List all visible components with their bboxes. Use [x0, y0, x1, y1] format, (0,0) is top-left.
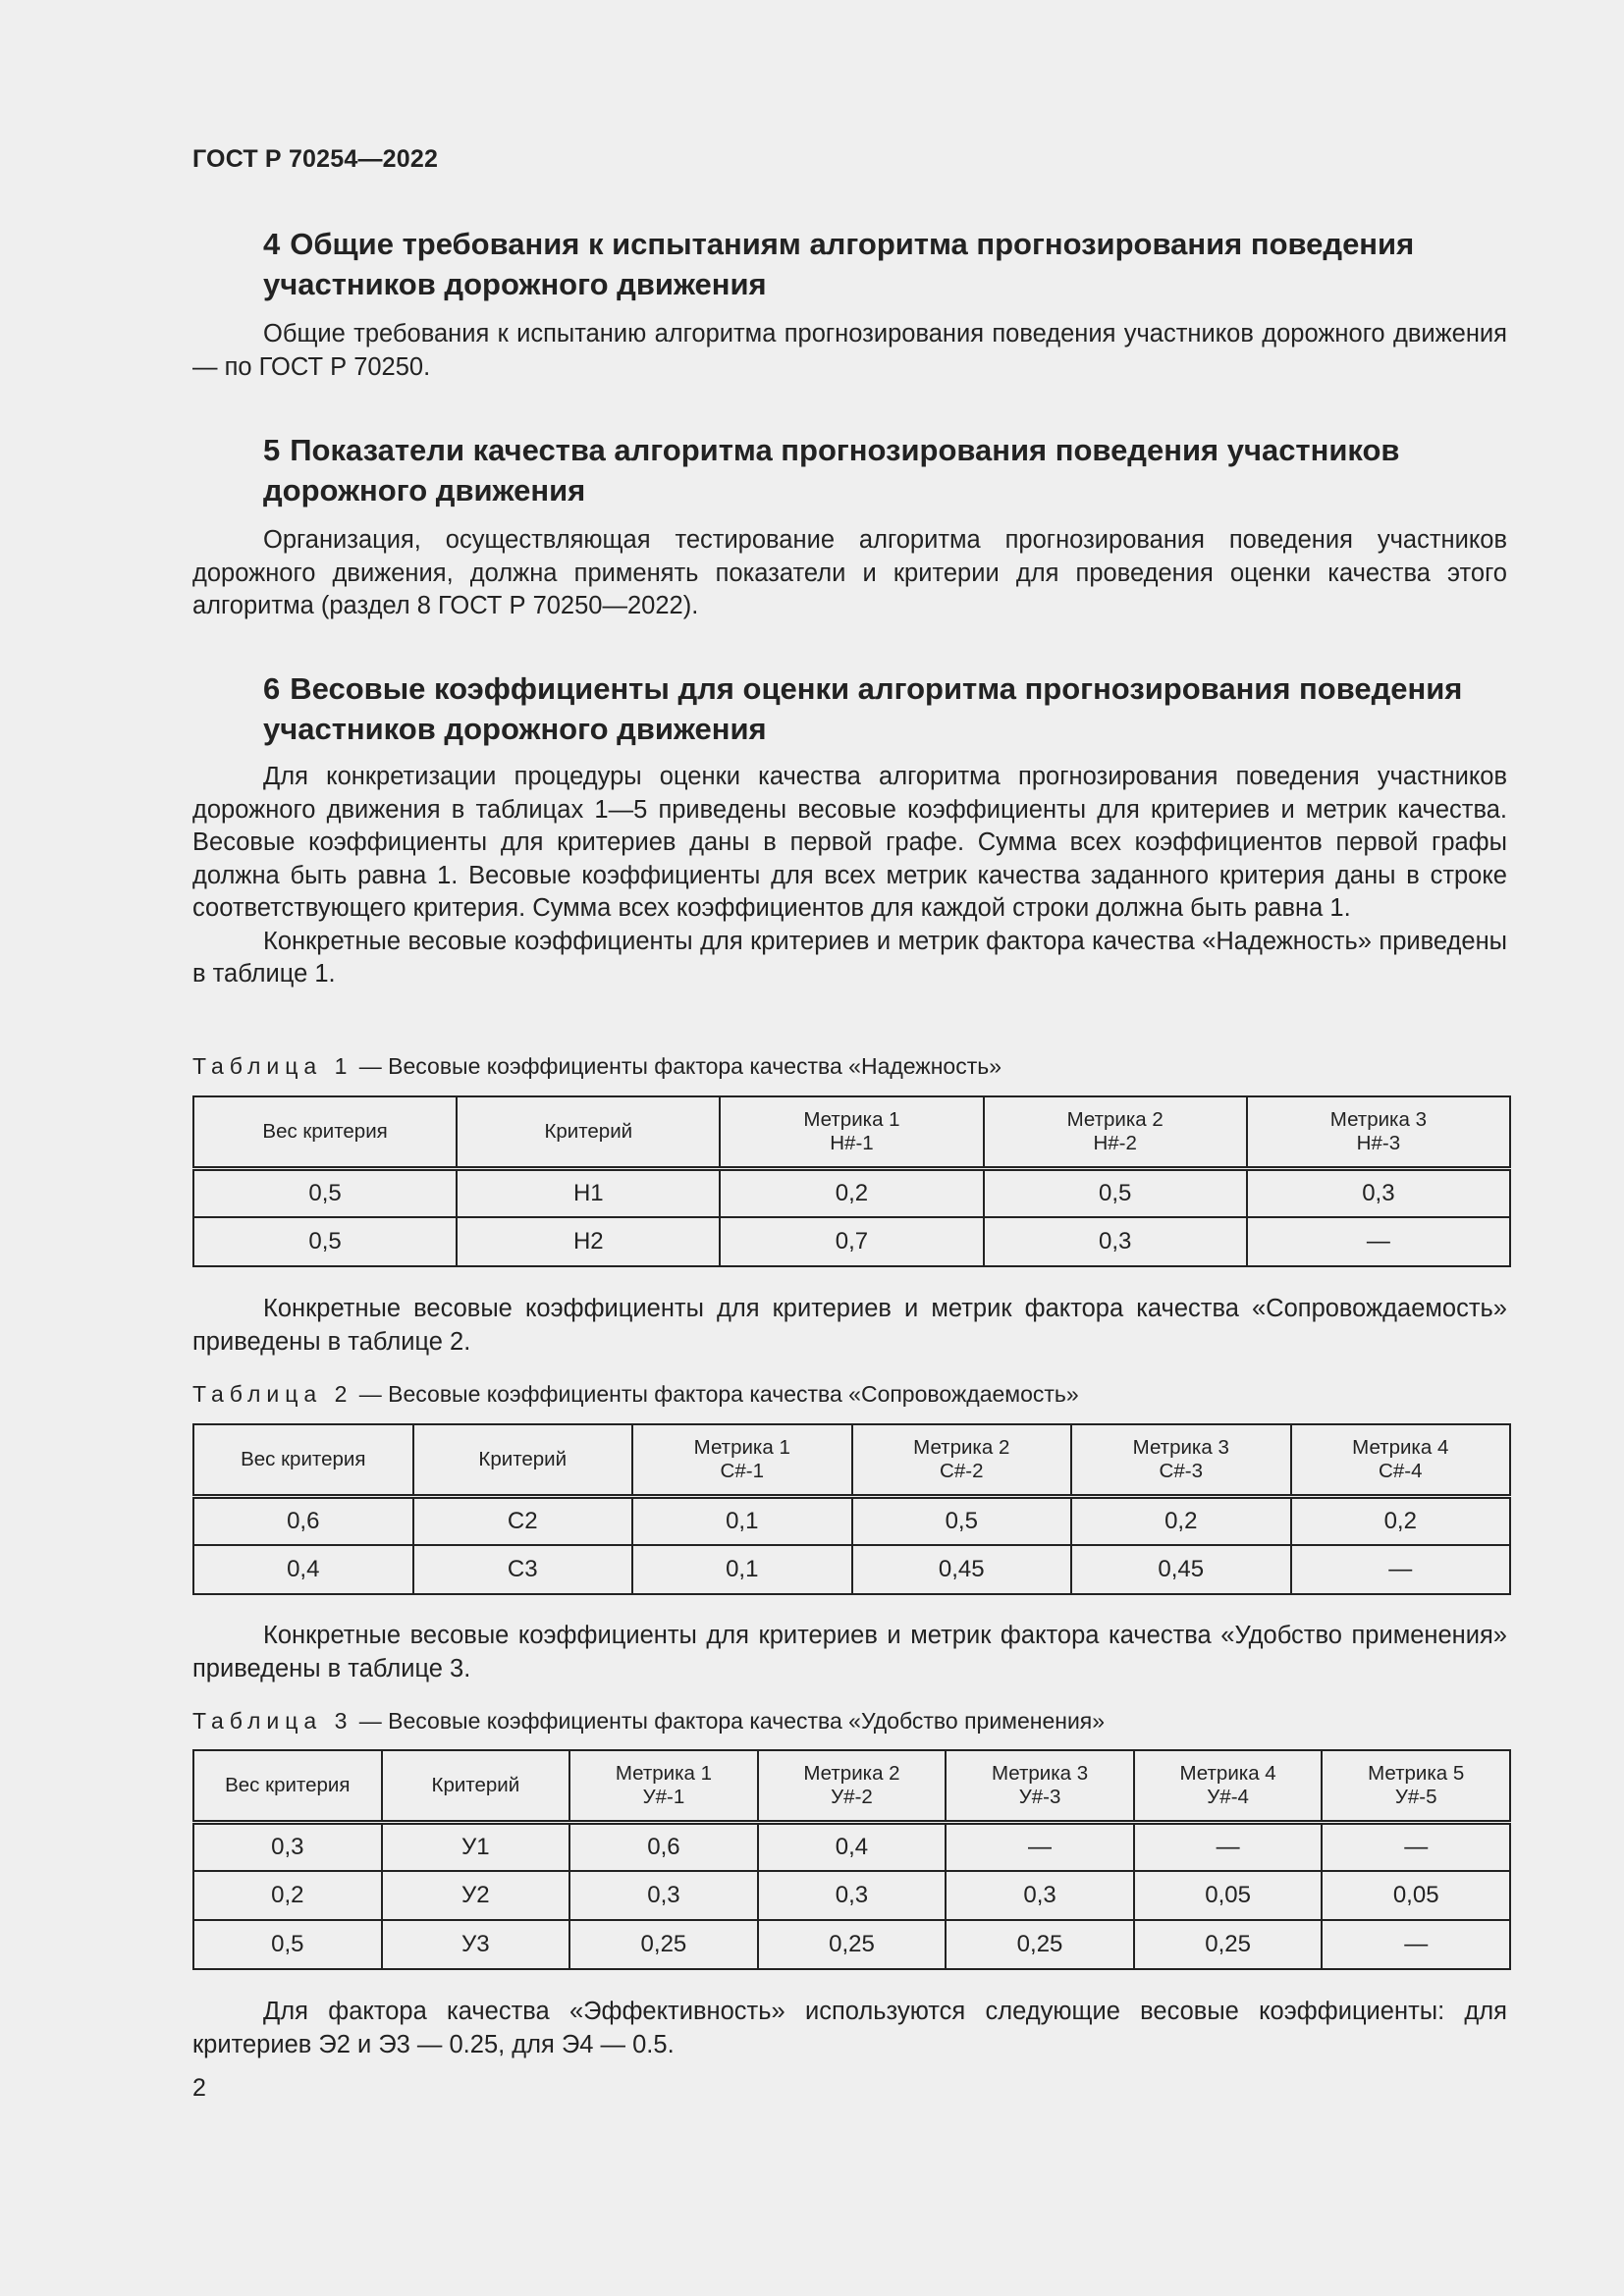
header-cell: Вес критерия — [193, 1096, 457, 1168]
header-cell: Метрика 3 С#-3 — [1071, 1424, 1291, 1496]
paragraph-block — [192, 1293, 1507, 1359]
table-cell: 0,05 — [1322, 1871, 1510, 1920]
table-cell: Н1 — [457, 1168, 720, 1217]
standard-code: ГОСТ Р 70254—2022 — [192, 145, 439, 173]
paragraph: Конкретные весовые коэффициенты для критериев и метрик фактора качества «Надежность» приведены в таблице 1. — [192, 927, 1507, 988]
table-cell: 0,2 — [1291, 1496, 1511, 1545]
table-cell: 0,25 — [1134, 1920, 1323, 1969]
section-number: 4 — [263, 227, 281, 261]
section-heading — [192, 224, 1507, 304]
table-cell: 0,1 — [632, 1496, 852, 1545]
table-row — [193, 1920, 1510, 1969]
table-cell: 0,4 — [758, 1822, 947, 1871]
table-row — [193, 1545, 1510, 1594]
table-cell: 0,2 — [1071, 1496, 1291, 1545]
section-title: Весовые коэффициенты для оценки алгоритма прогнозирования поведения участников дорожного движения — [263, 671, 1463, 746]
table-cell: У3 — [382, 1920, 570, 1969]
header-cell: Метрика 4 С#-4 — [1291, 1424, 1511, 1496]
page-number: 2 — [192, 2074, 206, 2102]
table-cell: 0,5 — [852, 1496, 1072, 1545]
section-number: 6 — [263, 671, 281, 706]
paragraph: Для конкретизации процедуры оценки качества алгоритма прогнозирования поведения участников дорожного движения в таблицах 1—5 приведены весовые коэффициенты для критериев и метрик качества. Весовые коэффициенты для критериев даны в первой графе. Сумма всех коэффициентов первой графы должна быть равна 1. Весовые коэффициенты для всех метрик качества заданного критерия даны в строке соответствующего критерия. Сумма всех коэффициентов для каждой строки должна быть равна 1. — [192, 763, 1507, 922]
table-maintainability — [192, 1423, 1511, 1595]
table-caption-prefix: Таблица 3 — [192, 1708, 353, 1734]
header-cell: Вес критерия — [193, 1424, 413, 1496]
table-row — [193, 1168, 1510, 1217]
table-caption-text: — Весовые коэффициенты фактора качества «Сопровождаемость» — [352, 1381, 1079, 1407]
table-cell: 0,3 — [984, 1217, 1247, 1266]
header-cell: Метрика 2 Н#-2 — [984, 1096, 1247, 1168]
table-row — [193, 1496, 1510, 1545]
table-cell: 0,2 — [720, 1168, 983, 1217]
header-cell: Метрика 3 У#-3 — [946, 1750, 1134, 1822]
table-cell: 0,3 — [758, 1871, 947, 1920]
table-cell: 0,25 — [758, 1920, 947, 1969]
table-row — [193, 1871, 1510, 1920]
table-cell: 0,3 — [193, 1822, 382, 1871]
header-cell: Критерий — [457, 1096, 720, 1168]
table-cell: 0,5 — [193, 1168, 457, 1217]
table-caption-prefix: Таблица 2 — [192, 1381, 353, 1407]
section-6 — [192, 668, 1507, 991]
table-caption-text: — Весовые коэффициенты фактора качества «Удобство применения» — [352, 1708, 1106, 1734]
header-cell: Метрика 2 У#-2 — [758, 1750, 947, 1822]
section-4 — [192, 224, 1507, 384]
header-cell: Вес критерия — [193, 1750, 382, 1822]
table-caption — [192, 1053, 1001, 1080]
section-number: 5 — [263, 433, 281, 467]
header-cell: Метрика 1 Н#-1 — [720, 1096, 983, 1168]
table-caption-prefix: Таблица 1 — [192, 1053, 353, 1079]
table-cell: С2 — [413, 1496, 633, 1545]
table-cell: — — [1247, 1217, 1510, 1266]
table-cell: 0,2 — [193, 1871, 382, 1920]
table-usability — [192, 1749, 1511, 1970]
header-cell: Метрика 1 С#-1 — [632, 1424, 852, 1496]
table-cell: 0,45 — [1071, 1545, 1291, 1594]
header-cell: Метрика 4 У#-4 — [1134, 1750, 1323, 1822]
section-heading — [192, 430, 1507, 510]
header-cell: Метрика 1 У#-1 — [569, 1750, 758, 1822]
table-reliability — [192, 1095, 1511, 1267]
table-cell: 0,05 — [1134, 1871, 1323, 1920]
table-cell: 0,3 — [1247, 1168, 1510, 1217]
header-cell: Критерий — [382, 1750, 570, 1822]
table-cell: 0,6 — [193, 1496, 413, 1545]
table-cell: 0,1 — [632, 1545, 852, 1594]
section-heading — [192, 668, 1507, 749]
table-cell: 0,4 — [193, 1545, 413, 1594]
table-cell: 0,6 — [569, 1822, 758, 1871]
table-cell: 0,3 — [569, 1871, 758, 1920]
table-cell: 0,25 — [946, 1920, 1134, 1969]
table-cell: У2 — [382, 1871, 570, 1920]
section-5 — [192, 430, 1507, 623]
table-cell: 0,45 — [852, 1545, 1072, 1594]
table-cell: 0,25 — [569, 1920, 758, 1969]
paragraph: Конкретные весовые коэффициенты для критериев и метрик фактора качества «Сопровождаемость» приведены в таблице 2. — [192, 1295, 1507, 1356]
header-cell: Критерий — [413, 1424, 633, 1496]
table-cell: 0,5 — [984, 1168, 1247, 1217]
table-cell: Н2 — [457, 1217, 720, 1266]
table-cell: — — [1134, 1822, 1323, 1871]
section-title: Показатели качества алгоритма прогнозирования поведения участников дорожного движения — [263, 433, 1400, 507]
table-cell: У1 — [382, 1822, 570, 1871]
table-cell: 0,5 — [193, 1920, 382, 1969]
paragraph: Конкретные весовые коэффициенты для критериев и метрик фактора качества «Удобство применения» приведены в таблице 3. — [192, 1622, 1507, 1682]
table-cell: — — [946, 1822, 1134, 1871]
paragraph-block — [192, 1620, 1507, 1685]
header-cell: Метрика 3 Н#-3 — [1247, 1096, 1510, 1168]
table-caption-text: — Весовые коэффициенты фактора качества «Надежность» — [352, 1053, 1001, 1079]
header-cell: Метрика 5 У#-5 — [1322, 1750, 1510, 1822]
table-caption — [192, 1381, 1079, 1408]
table-cell: 0,7 — [720, 1217, 983, 1266]
table-row — [193, 1822, 1510, 1871]
table-caption — [192, 1708, 1105, 1735]
paragraph: Для фактора качества «Эффективность» используются следующие весовые коэффициенты: для критериев Э2 и Э3 — 0.25, для Э4 — 0.5. — [192, 1998, 1507, 2058]
table-cell: 0,3 — [946, 1871, 1134, 1920]
table-cell: 0,5 — [193, 1217, 457, 1266]
table-cell: С3 — [413, 1545, 633, 1594]
table-cell: — — [1291, 1545, 1511, 1594]
table-cell: — — [1322, 1822, 1510, 1871]
paragraph: Общие требования к испытанию алгоритма прогнозирования поведения участников дорожного движения — по ГОСТ Р 70250. — [192, 320, 1507, 381]
table-row — [193, 1217, 1510, 1266]
header-cell: Метрика 2 С#-2 — [852, 1424, 1072, 1496]
section-title: Общие требования к испытаниям алгоритма прогнозирования поведения участников дорожного движения — [263, 227, 1415, 301]
table-cell: — — [1322, 1920, 1510, 1969]
paragraph: Организация, осуществляющая тестирование алгоритма прогнозирования поведения участников дорожного движения, должна применять показатели и критерии для проведения оценки качества этого алгоритма (раздел 8 ГОСТ Р 70250—2022). — [192, 526, 1507, 619]
paragraph-block — [192, 1996, 1507, 2061]
